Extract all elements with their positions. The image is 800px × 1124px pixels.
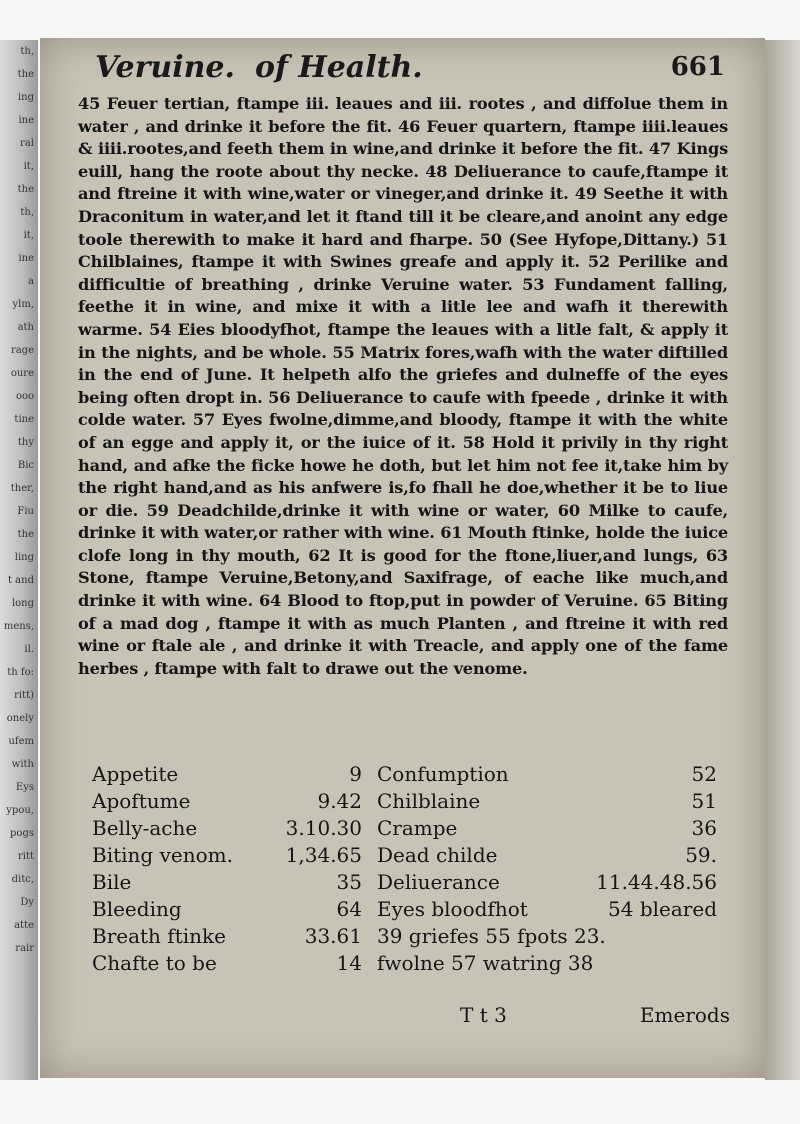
index-row [92,789,722,816]
index-term: Crampe [377,816,458,840]
gutter-fragment: rage [10,345,34,356]
gutter-fragment: th, [20,207,34,218]
index-ref: 3.10.30 [285,816,362,840]
index-ref: 36 [691,816,717,840]
gutter-fragment: tine [14,414,34,425]
catchword: Emerods [639,1003,730,1027]
gutter-fragment: ypou, [6,805,34,816]
gutter-fragment: ditc, [11,874,34,885]
index-term: 39 griefes 55 fpots 23. [377,924,606,948]
index-term: Bleeding [92,897,182,921]
index-term: Apoftume [92,789,191,813]
index-row [92,951,722,978]
index-ref: 64 [336,897,362,921]
gutter-fragment: ing [17,92,34,103]
gutter-fragment: ther, [10,483,34,494]
gutter-fragment: ritt) [14,690,34,701]
gutter-fragment: il. [24,644,34,655]
index-term: Chafte to be [92,951,217,975]
index-term: Belly-ache [92,816,198,840]
gutter-fragment: Bic [17,460,34,471]
gutter-fragment: ling [14,552,34,563]
gutter-fragment: ine [18,115,34,126]
index-ref: 9.42 [317,789,362,813]
index-term: Appetite [92,762,179,786]
gutter-fragment: Fiu [17,506,34,517]
gutter-fragment: ylm, [12,299,34,310]
header-title: of Health. [255,50,423,85]
remedies-text: 45 Feuer tertian, ftampe iii. leaues and iii. rootes , and diffolue them in water , and drinke it before the fit. 46 Feuer quartern, ftampe iiii.leaues & iiii.rootes,and feeth them in wine,and drinke it before the fit. 47 Kings euill, hang the roote about thy necke. 48 Deliuerance to caufe,ftampe it and ftreine it with wine,water or vineger,and drinke it. 49 Seethe it with Draconitum in water,and let it ftand till it be cleare,and anoint any edge toole therewith to make it hard and fharpe. 50 (See Hyfope,Dittany.) 51 Chilblaines, ftampe it with Swines greafe and apply it. 52 Perilike and difficultie of breathing , drinke Veruine water. 53 Fundament falling, feethe it in wine, and mixe it with a litle lee and wafh it therewith warme. 54 Eies bloodyfhot, ftampe the leaues with a litle falt, & apply it in the nights, and be whole. 55 Matrix fores,wafh with the water diftilled in the end of June. It helpeth alfo the griefes and dulneffe of the eyes being often dropt in. 56 Deliuerance to caufe with fpeede , drinke it with colde water. 57 Eyes fwolne,dimme,and bloody, ftampe it with the white of an egge and apply it, or the iuice of it. 58 Hold it privily in thy right hand, and afke the ficke howe he doth, but let him not fee it,take him by the right hand,and as his anfwere is,fo fhall he doe,whether it be to liue or die. 59 Deadchilde,drinke it with wine or water, 60 Milke to caufe, drinke it with water,or rather with wine. 61 Mouth ftinke, holde the iuice clofe long in thy mouth, 62 It is good for the ftone,liuer,and lungs, 63 Stone, ftampe Veruine,Betony,and Saxifrage, of eache like much,and drinke it with wine. 64 Blood to ftop,put in powder of Veruine. 65 Biting of a mad dog , ftampe it with as much Planten , and ftreine it with red wine or ftale ale , and drinke it with Treacle, and apply one of the fame herbes , ftampe with falt to drawe out the venome. [78,94,728,678]
gutter-fragment: ath [17,322,34,333]
gutter-fragment: Dy [20,897,34,908]
index-ref: 9 [349,762,362,786]
gutter-fragment: it, [23,230,34,241]
gutter-fragment: ritt [17,851,34,862]
gutter-fragment: ufem [8,736,34,747]
index-term: Biting venom. [92,843,233,867]
index-ref: 35 [336,870,362,894]
index-ref: 59. [685,843,717,867]
gutter-fragment: t and [7,575,34,586]
body-paragraph [78,93,728,680]
index-row [92,843,722,870]
gutter-fragment: Eys [15,782,34,793]
index-ref: 33.61 [304,924,362,948]
gutter-fragment: ral [20,138,34,149]
page-edge-right [765,40,800,1080]
index-term: Eyes bloodfhot [377,897,528,921]
index-table [92,762,722,978]
gutter-fragment: onely [6,713,34,724]
index-term: Chilblaine [377,789,481,813]
gutter-fragment: ooo [15,391,34,402]
index-ref: 14 [336,951,362,975]
gutter-fragment: pogs [10,828,34,839]
index-term: Bile [92,870,132,894]
gutter-fragment: a [28,276,34,287]
index-term: Confumption [377,762,509,786]
gutter-fragment: oure [10,368,34,379]
gutter-fragment: mens, [3,621,34,632]
index-row [92,924,722,951]
gutter-fragment: it, [23,161,34,172]
index-term: Deliuerance [377,870,500,894]
index-ref: 54 bleared [608,897,717,921]
index-row [92,897,722,924]
index-row [92,816,722,843]
gutter-fragment: th fo: [7,667,34,678]
gutter-fragment: th, [20,46,34,57]
catchline [430,1003,730,1033]
gutter-fragment: rair [15,943,34,954]
index-row [92,762,722,789]
gutter-fragment: the [17,184,34,195]
header-left: Veruine. [95,50,235,85]
index-row [92,870,722,897]
index-ref: 11.44.48.56 [596,870,717,894]
gutter-fragment: atte [14,920,34,931]
index-ref: 1,34.65 [285,843,362,867]
gutter-fragment: ine [18,253,34,264]
gutter-fragment: with [11,759,34,770]
gutter-fragment: the [17,529,34,540]
running-header [55,50,725,90]
index-ref: 52 [691,762,717,786]
page-number: 661 [670,52,725,82]
gutter-fragment: long [11,598,34,609]
index-ref: 51 [691,789,717,813]
gutter-fragment: thy [17,437,34,448]
facing-page-edge [0,40,38,1080]
index-term: Breath ftinke [92,924,226,948]
index-term: fwolne 57 watring 38 [377,951,594,975]
signature-mark: T t 3 [460,1003,507,1027]
index-term: Dead childe [377,843,498,867]
gutter-fragment: the [17,69,34,80]
